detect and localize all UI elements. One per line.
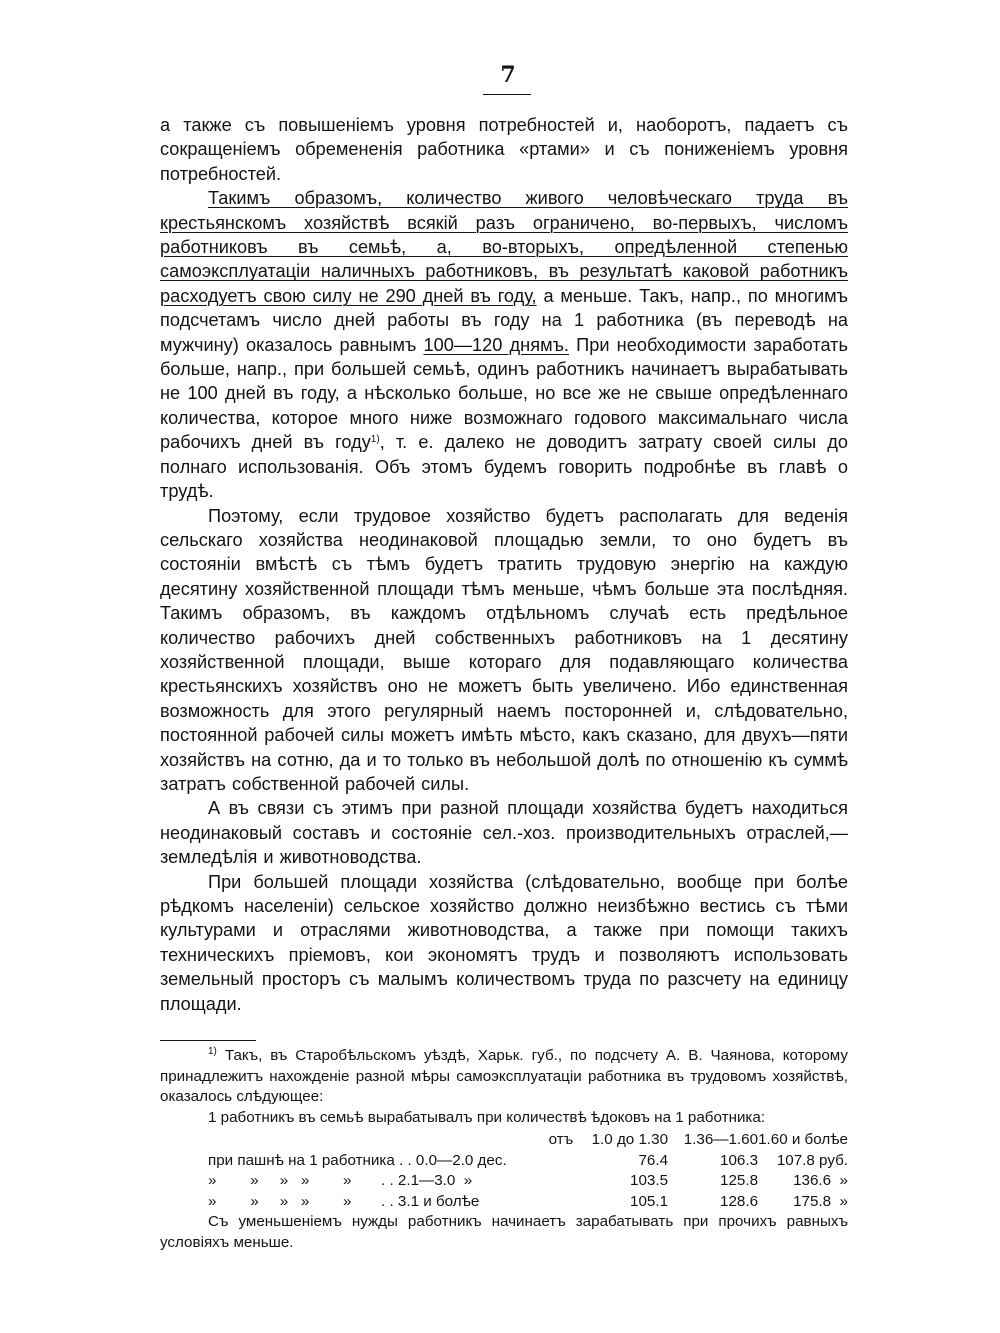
paragraph-2 <box>160 186 848 503</box>
paragraph-2-text-a: а меньше. Такъ, напр., по многимъ подсчетамъ число дней работы въ году на 1 работника (въ переводѣ на мужчину) оказалось равнымъ <box>160 285 848 355</box>
paragraph-1: а также съ повышеніемъ уровня потребностей и, наоборотъ, падаетъ съ сокращеніемъ обремененія работника «ртами» и съ пониженіемъ уровня потребностей. <box>160 115 848 184</box>
table-cell: 105.1 <box>630 1192 669 1210</box>
footnote-intro <box>160 1046 848 1108</box>
table-header-cell: 1.36—1.60 <box>683 1131 759 1148</box>
paragraph-4: А въ связи съ этимъ при разной площади хозяйства будетъ находиться неодинаковый составъ и состояніе сел.-хоз. производительныхъ отраслей,— земледѣлія и животноводства. <box>160 798 848 868</box>
footnote-marker: 1) <box>208 1046 217 1057</box>
table-row <box>160 1192 848 1213</box>
table-row <box>160 1151 848 1172</box>
table-header-row <box>160 1130 848 1151</box>
page-number: 7 <box>500 62 516 88</box>
table-cell: 76.4 <box>638 1151 669 1169</box>
underlined-passage: Такимъ образомъ, количество живого человѣческаго труда въ крестьянскомъ хозяйствѣ всякій разъ ограничено, во-первыхъ, числомъ работниковъ въ семьѣ, а, во-вторыхъ, опредѣленной степенью самоэксплуатаціи наличныхъ работниковъ, въ результатѣ каковой работникъ расходуетъ свою силу не 290 дней въ году, <box>160 188 848 306</box>
footnote-rule <box>160 1040 256 1041</box>
page-number-rule <box>483 94 531 95</box>
table-cell: 125.8 <box>720 1172 759 1189</box>
footnote-table-caption: 1 работникъ въ семьѣ вырабатывалъ при количествѣ ѣдоковъ на 1 работника: <box>208 1108 766 1126</box>
footnote-reference: 1) <box>370 434 380 446</box>
table-row-label: » » » » » . . 3.1 и болѣе <box>208 1192 480 1210</box>
paragraph-2-text-b: При необходимости заработать больше, напр., при большей семьѣ, одинъ работникъ начинаетъ вырабатывать не 100 дней въ году, а нѣсколько больше, но все же не свыше опредѣленнаго количества, которое много ниже возможнаго годового максимальнаго числа рабочихъ дней въ году <box>160 334 848 453</box>
table-cell: 136.6 » <box>793 1172 848 1189</box>
table-cell: 175.8 » <box>793 1192 848 1210</box>
table-header-cell: 1.60 и болѣе <box>758 1131 848 1148</box>
table-cell: 103.5 <box>630 1172 669 1189</box>
table-cell: 128.6 <box>720 1192 759 1210</box>
table-row-label: » » » » » . . 2.1—3.0 » <box>208 1172 473 1189</box>
paragraph-3: Поэтому, если трудовое хозяйство будетъ располагать для веденія сельскаго хозяйства неодинаковой площадью земли, то оно будетъ въ состояніи вмѣстѣ съ тѣмъ будетъ тратить трудовую энергію на каждую десятину хозяйственной площади тѣмъ меньше, чѣмъ больше эта послѣдняя. Такимъ образомъ, въ каждомъ отдѣльномъ случаѣ есть предѣльное количество рабочихъ дней собственныхъ работниковъ на 1 десятину хозяйственной площади, выше котораго для подавляющаго количества крестьянскихъ хозяйствъ оно не можетъ быть увеличено. Ибо единственная возможность для этого регулярный наемъ посторонней и, слѣдовательно, постоянной рабочей силы можетъ имѣть мѣсто, какъ сказано, для двухъ—пяти хозяйствъ на сотню, да и то только въ небольшой долѣ по отношенію къ суммѣ затратъ собственной рабочей силы. <box>160 505 848 794</box>
main-text <box>160 113 848 1016</box>
table-row-label: при пашнѣ на 1 работника . . 0.0—2.0 дес. <box>208 1151 507 1169</box>
footnote-conclusion: Съ уменьшеніемъ нужды работникъ начинаетъ зарабатывать при прочихъ равныхъ условіяхъ меньше. <box>160 1213 848 1251</box>
table-header-cell: 1.0 до 1.30 <box>591 1131 669 1148</box>
table-cell: 106.3 <box>720 1151 759 1169</box>
underlined-days: 100—120 днямъ. <box>423 334 569 355</box>
table-header-prefix: отъ <box>548 1131 574 1148</box>
footnote <box>160 1046 848 1253</box>
paragraph-5: При большей площади хозяйства (слѣдовательно, вообще при болѣе рѣдкомъ населеніи) сельское хозяйство должно неизбѣжно вестись съ тѣми культурами и отраслями животноводства, а также при помощи такихъ техническихъ пріемовъ, кои экономятъ трудъ и позволяютъ использовать земельный просторъ съ малымъ количествомъ труда по разсчету на единицу площади. <box>160 871 848 1014</box>
table-row <box>160 1171 848 1192</box>
footnote-intro-text: Такъ, въ Старобѣльскомъ уѣздѣ, Харьк. губ., по подсчету А. В. Чаянова, которому принадлежитъ нахожденіе разной мѣры самоэксплуатаціи работника въ трудовомъ хозяйствѣ, оказалось слѣдующее: <box>160 1047 848 1105</box>
paragraph-2-text-c: , т. е. далеко не доводитъ затрату своей силы до полнаго использованія. Объ этомъ будемъ говорить подробнѣе въ главѣ о трудѣ. <box>160 432 848 502</box>
table-cell: 107.8 руб. <box>776 1151 848 1169</box>
footnote-table <box>160 1130 848 1212</box>
